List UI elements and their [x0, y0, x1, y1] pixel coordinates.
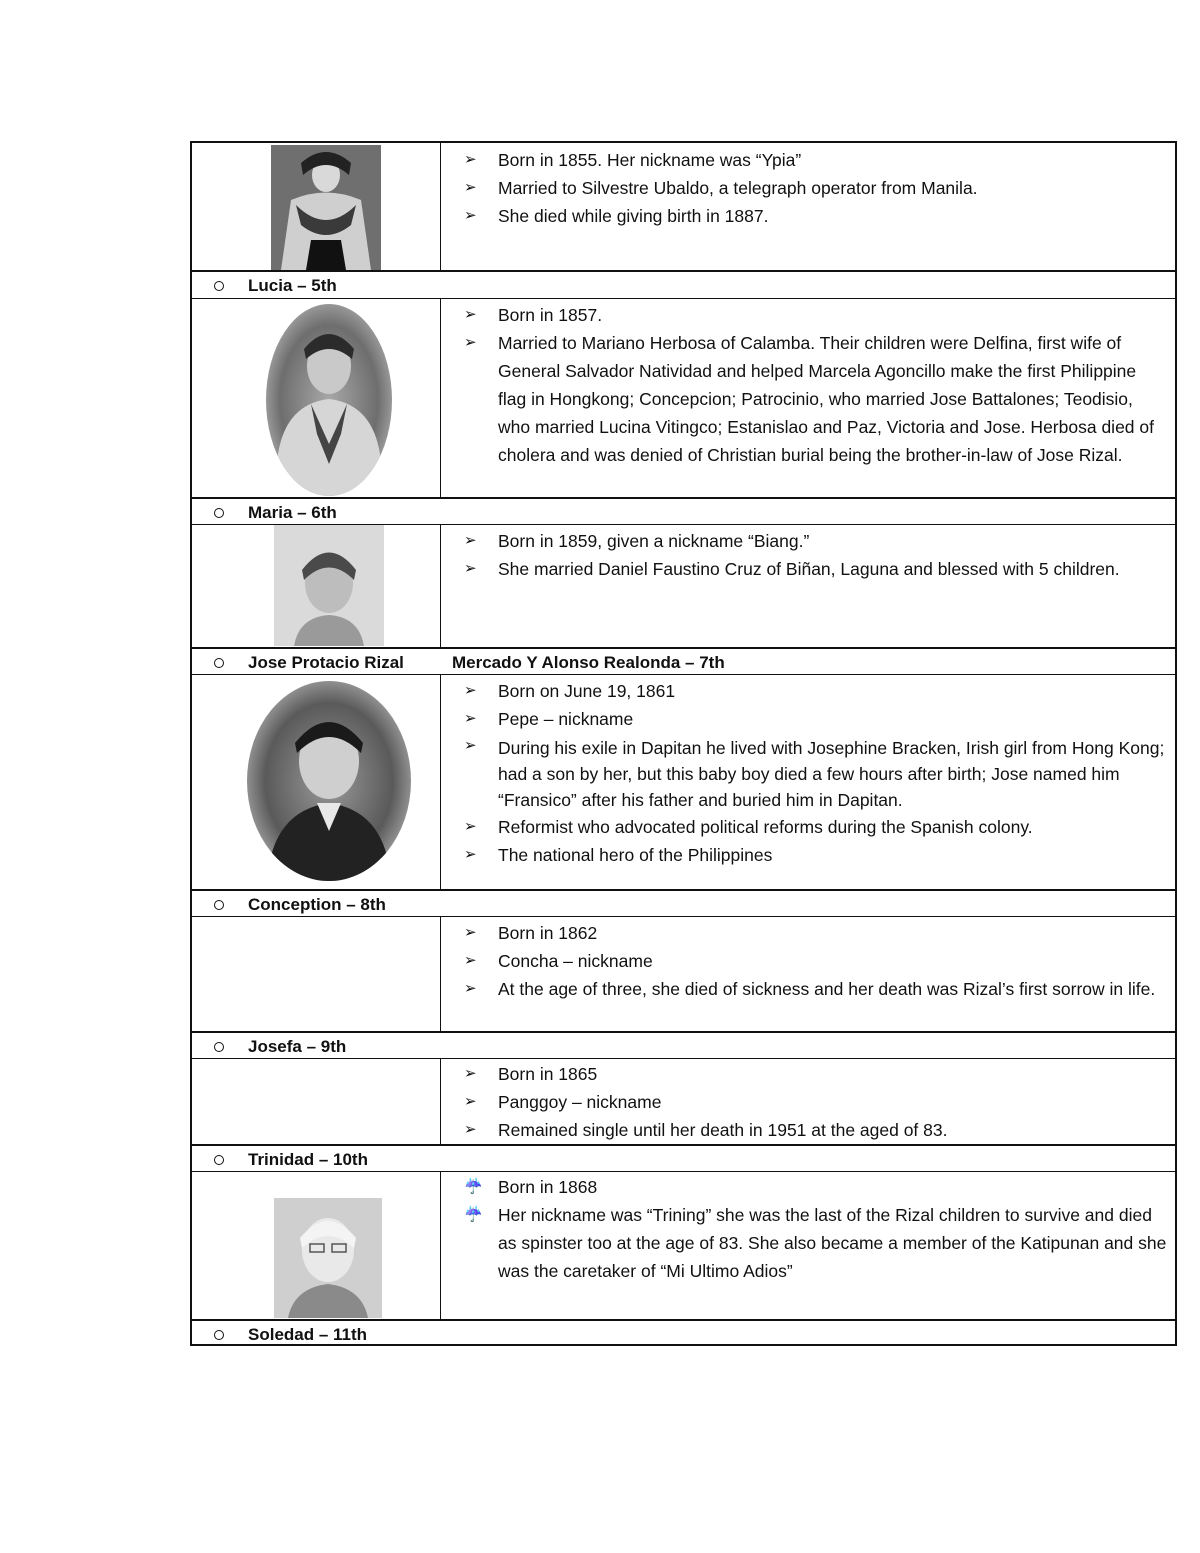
arrow-bullet-icon: ➢	[464, 952, 477, 969]
list-item: ➢ Born in 1862	[462, 919, 1169, 947]
arrow-bullet-icon: ➢	[464, 1093, 477, 1110]
detail-bullets	[462, 919, 1169, 1003]
column-divider	[440, 1059, 441, 1144]
child-name: Conception – 8th	[248, 895, 386, 914]
column-divider	[440, 917, 441, 1031]
column-divider	[440, 525, 441, 647]
list-item: ➢ Married to Silvestre Ubaldo, a telegraph operator from Manila.	[462, 174, 1169, 202]
circle-bullet-icon	[214, 900, 224, 910]
portrait-photo	[271, 145, 381, 270]
detail-bullets	[462, 1060, 1169, 1144]
column-divider	[440, 299, 441, 497]
child-name: Jose Protacio Rizal	[248, 653, 404, 672]
circle-bullet-icon	[214, 281, 224, 291]
child-name-row	[192, 1033, 1177, 1060]
list-item: ➢ Concha – nickname	[462, 947, 1169, 975]
arrow-bullet-icon: ➢	[464, 737, 477, 754]
list-item: ➢ Born in 1857.	[462, 301, 1169, 329]
child-name: Lucia – 5th	[248, 276, 337, 295]
column-divider	[440, 143, 441, 270]
arrow-bullet-icon: ➢	[464, 682, 477, 699]
list-item: ➢ Pepe – nickname	[462, 705, 1169, 733]
list-item: ➢ Born on June 19, 1861	[462, 677, 1169, 705]
list-item: ➢ During his exile in Dapitan he lived with Josephine Bracken, Irish girl from Hong Kong; had a son by her, but this baby boy died a few hours after birth; Jose named him “Fransico” after his father and buried him in Dapitan.	[462, 733, 1169, 813]
child-name-continued: Mercado Y Alonso Realonda – 7th	[452, 653, 725, 672]
portrait-photo	[247, 681, 411, 881]
arrow-bullet-icon: ➢	[464, 560, 477, 577]
arrow-bullet-icon: ➢	[464, 207, 477, 224]
portrait-photo	[274, 525, 384, 646]
detail-bullets	[462, 1173, 1169, 1285]
list-item: ➢ At the age of three, she died of sickness and her death was Rizal’s first sorrow in life.	[462, 975, 1169, 1003]
arrow-bullet-icon: ➢	[464, 151, 477, 168]
circle-bullet-icon	[214, 508, 224, 518]
child-name: Soledad – 11th	[248, 1325, 368, 1344]
portrait-photo	[266, 304, 392, 496]
child-name-row	[192, 1321, 1177, 1348]
list-item: ➢ Born in 1865	[462, 1060, 1169, 1088]
arrow-bullet-icon: ➢	[464, 1065, 477, 1082]
circle-bullet-icon	[214, 658, 224, 668]
child-name-row	[192, 649, 1177, 676]
circle-bullet-icon	[214, 1330, 224, 1340]
child-name: Josefa – 9th	[248, 1037, 347, 1056]
list-item: ➢ Remained single until her death in 1951 at the aged of 83.	[462, 1116, 1169, 1144]
detail-bullets	[462, 527, 1169, 583]
arrow-bullet-icon: ➢	[464, 710, 477, 727]
detail-bullets	[462, 677, 1169, 869]
child-name-row	[192, 891, 1177, 918]
column-divider	[440, 675, 441, 889]
list-item: ➢ Reformist who advocated political reforms during the Spanish colony.	[462, 813, 1169, 841]
column-divider	[440, 1172, 441, 1319]
list-item: ➢ Born in 1859, given a nickname “Biang.”	[462, 527, 1169, 555]
child-name-row	[192, 499, 1177, 526]
arrow-bullet-icon: ➢	[464, 980, 477, 997]
detail-bullets	[462, 146, 1169, 230]
detail-bullets	[462, 301, 1169, 469]
arrow-bullet-icon: ➢	[464, 532, 477, 549]
child-name: Trinidad – 10th	[248, 1150, 368, 1169]
arrow-bullet-icon: ➢	[464, 846, 477, 863]
child-name-row	[192, 1146, 1177, 1173]
list-item: ➢ She married Daniel Faustino Cruz of Biñan, Laguna and blessed with 5 children.	[462, 555, 1169, 583]
list-item: ➢ She died while giving birth in 1887.	[462, 202, 1169, 230]
arrow-bullet-icon: ➢	[464, 179, 477, 196]
circle-bullet-icon	[214, 1042, 224, 1052]
list-item: ➢ Panggoy – nickname	[462, 1088, 1169, 1116]
list-item: ➢ Born in 1855. Her nickname was “Ypia”	[462, 146, 1169, 174]
arrow-bullet-icon: ➢	[464, 1121, 477, 1138]
portrait-photo	[274, 1198, 382, 1318]
child-name-row	[192, 272, 1177, 299]
list-item: ➢ Married to Mariano Herbosa of Calamba. Their children were Delfina, first wife of General Salvador Natividad and helped Marcela Agoncillo make the first Philippine flag in Hongkong; Concepcion; Patrocinio, who married Jose Battalones; Teodisio, who married Lucina Vitingco; Estanislao and Paz, Victoria and Jose. Herbosa died of cholera and was denied of Christian burial being the brother-in-law of Jose Rizal.	[462, 329, 1169, 469]
arrow-bullet-icon: ➢	[464, 818, 477, 835]
list-item: ☔ Her nickname was “Trining” she was the last of the Rizal children to survive and died as spinster too at the age of 83. She also became a member of the Katipunan and she was the caretaker of “Mi Ultimo Adios”	[462, 1201, 1169, 1285]
arrow-bullet-icon: ➢	[464, 924, 477, 941]
list-item: ➢ The national hero of the Philippines	[462, 841, 1169, 869]
list-item: ☔ Born in 1868	[462, 1173, 1169, 1201]
cloud-rain-icon: ☔	[464, 1178, 483, 1195]
child-name: Maria – 6th	[248, 503, 337, 522]
cloud-rain-icon: ☔	[464, 1206, 483, 1223]
family-table	[190, 141, 1177, 1346]
arrow-bullet-icon: ➢	[464, 334, 477, 351]
arrow-bullet-icon: ➢	[464, 306, 477, 323]
circle-bullet-icon	[214, 1155, 224, 1165]
